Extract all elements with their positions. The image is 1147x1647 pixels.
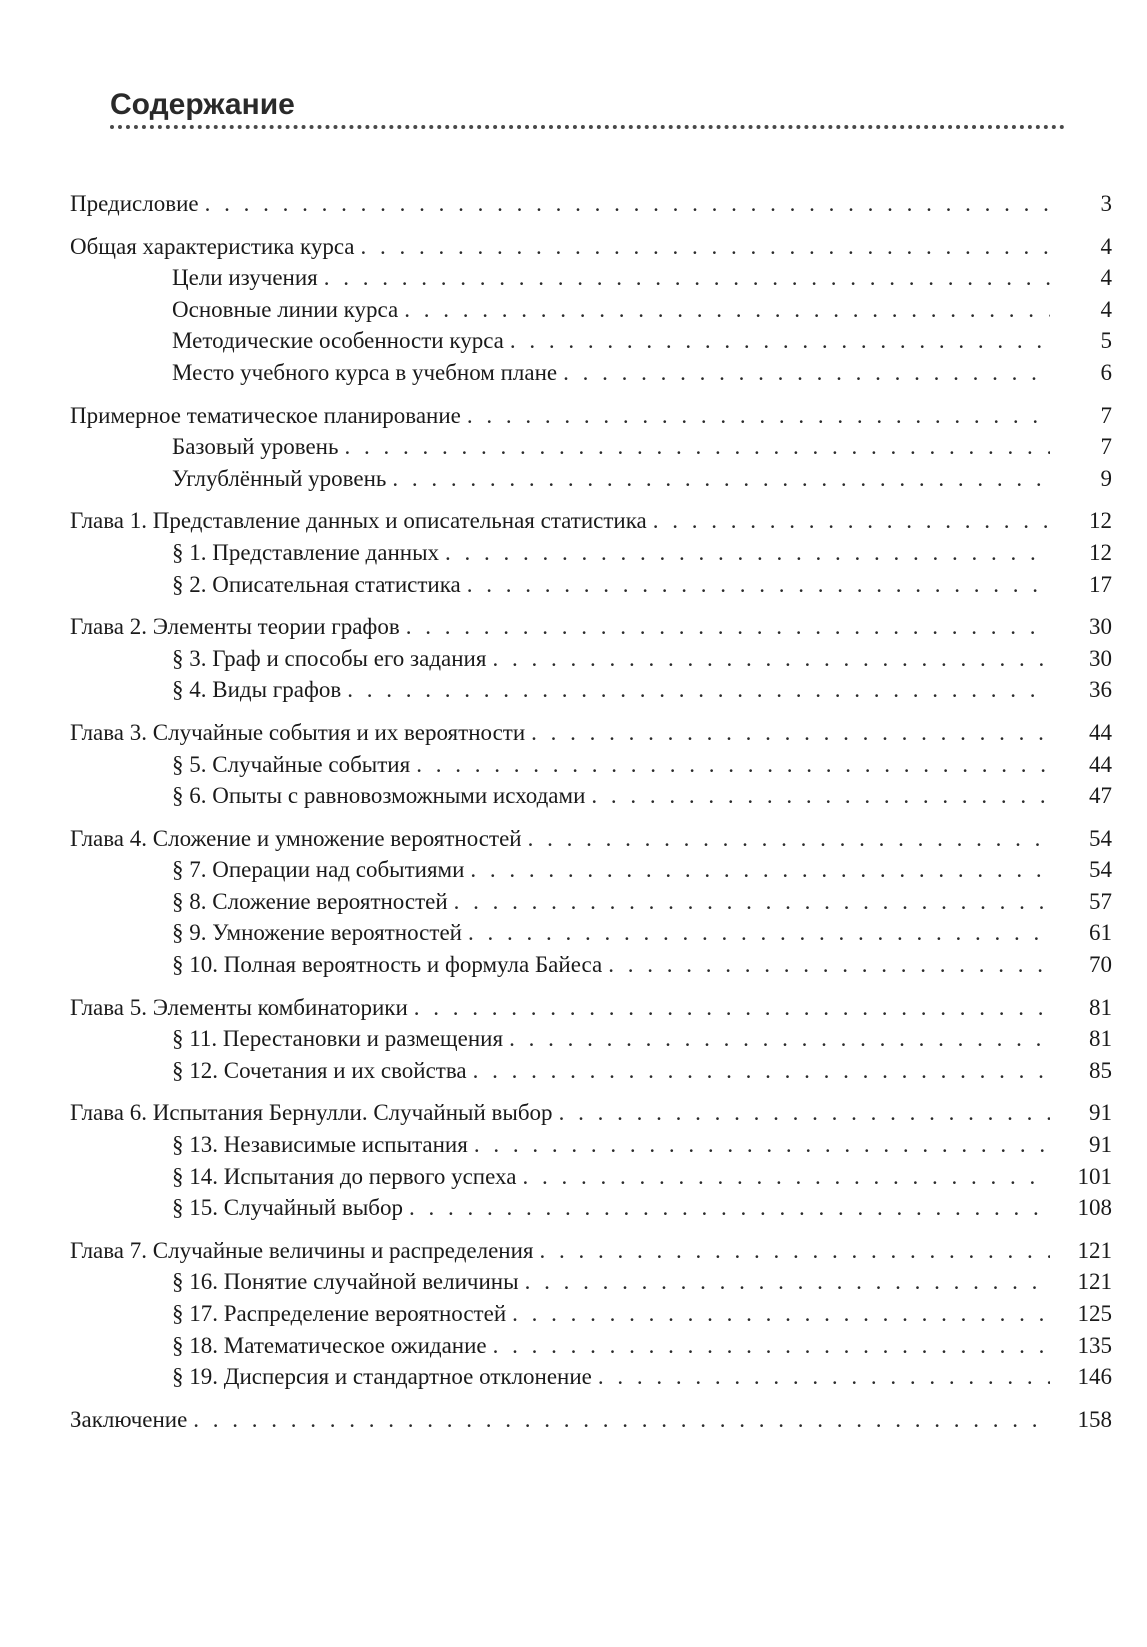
toc-page-number: 61 (1089, 920, 1112, 946)
toc-entry-label: § 11. Перестановки и размещения (172, 1026, 504, 1052)
toc-page-number: 17 (1089, 571, 1112, 597)
toc-subentry[interactable] (70, 749, 1112, 781)
dot-leader (414, 992, 1050, 1024)
dot-leader (522, 1161, 1050, 1193)
toc-entry[interactable] (70, 400, 1112, 432)
toc-page-number: 81 (1089, 1026, 1112, 1052)
dot-leader (509, 1023, 1050, 1055)
toc-subentry[interactable] (70, 431, 1112, 463)
toc-entry[interactable] (70, 505, 1112, 537)
toc-page-number: 57 (1089, 888, 1112, 914)
toc-entry-label: § 14. Испытания до первого успеха (172, 1163, 517, 1189)
toc-entry-label: Глава 2. Элементы теории графов (70, 614, 400, 640)
toc-entry[interactable] (70, 823, 1112, 855)
toc-entry[interactable] (70, 1404, 1112, 1436)
toc-entry-label: Цели изучения (172, 265, 318, 291)
dot-leader (409, 1192, 1050, 1224)
toc-page-number: 12 (1089, 539, 1112, 565)
toc-entry-label: § 12. Сочетания и их свойства (172, 1057, 467, 1083)
dot-leader (445, 537, 1050, 569)
dot-leader (205, 188, 1050, 220)
toc-entry-label: Глава 4. Сложение и умножение вероятностей (70, 825, 522, 851)
toc-subentry[interactable] (70, 463, 1112, 495)
toc-page-number: 5 (1100, 328, 1112, 354)
toc-entry-label: Общая характеристика курса (70, 233, 355, 259)
toc-subentry[interactable] (70, 1298, 1112, 1330)
toc-page-number: 81 (1089, 994, 1112, 1020)
toc-entry-label: Глава 5. Элементы комбинаторики (70, 994, 408, 1020)
toc-page-number: 4 (1100, 233, 1112, 259)
toc-subentry[interactable] (70, 949, 1112, 981)
toc-page-number: 135 (1077, 1332, 1112, 1358)
dot-leader (193, 1404, 1050, 1436)
toc-page-number: 85 (1089, 1057, 1112, 1083)
toc-group (70, 400, 1112, 495)
toc-entry-label: § 9. Умножение вероятностей (172, 920, 462, 946)
toc-page-number: 30 (1089, 645, 1112, 671)
toc-page-number: 36 (1089, 677, 1112, 703)
toc-entry-label: Глава 6. Испытания Бернулли. Случайный выбор (70, 1100, 553, 1126)
toc-subentry[interactable] (70, 780, 1112, 812)
toc-entry-label: § 13. Независимые испытания (172, 1132, 468, 1158)
toc-entry-label: § 10. Полная вероятность и формула Байеса (172, 952, 603, 978)
toc-page-number: 44 (1089, 751, 1112, 777)
toc-page-number: 12 (1089, 508, 1112, 534)
toc-entry-label: § 5. Случайные события (172, 751, 411, 777)
toc-subentry[interactable] (70, 886, 1112, 918)
toc-subentry[interactable] (70, 674, 1112, 706)
dot-leader (344, 431, 1050, 463)
dot-leader (416, 749, 1050, 781)
toc-group (70, 611, 1112, 706)
toc-page-number: 91 (1089, 1132, 1112, 1158)
dot-leader (525, 1266, 1050, 1298)
toc-subentry[interactable] (70, 1266, 1112, 1298)
toc-page-number: 4 (1100, 296, 1112, 322)
toc-page-number: 70 (1089, 952, 1112, 978)
toc-page-number: 3 (1100, 191, 1112, 216)
toc-entry[interactable] (70, 611, 1112, 643)
toc-page-number: 47 (1089, 783, 1112, 809)
toc-page-number: 158 (1077, 1406, 1112, 1432)
toc-subentry[interactable] (70, 1330, 1112, 1362)
toc-page-number: 121 (1077, 1237, 1112, 1263)
dot-leader (467, 569, 1050, 601)
toc-subentry[interactable] (70, 262, 1112, 294)
toc-entry[interactable] (70, 188, 1112, 220)
dot-leader (510, 325, 1050, 357)
toc-entry[interactable] (70, 1097, 1112, 1129)
toc-entry-label: § 3. Граф и способы его задания (172, 645, 487, 671)
toc-subentry[interactable] (70, 294, 1112, 326)
dot-leader (512, 1298, 1050, 1330)
toc-subentry[interactable] (70, 357, 1112, 389)
toc-entry-label: § 4. Виды графов (172, 677, 342, 703)
toc-entry[interactable] (70, 717, 1112, 749)
dot-leader (361, 231, 1050, 263)
toc-entry-label: § 1. Представление данных (172, 539, 440, 565)
toc-group (70, 1404, 1112, 1436)
dot-leader (531, 717, 1050, 749)
dot-leader (467, 400, 1050, 432)
dot-leader (563, 357, 1050, 389)
toc-entry-label: § 7. Операции над событиями (172, 857, 465, 883)
dot-leader (591, 780, 1050, 812)
toc-page-number: 101 (1077, 1163, 1112, 1189)
dot-leader (392, 463, 1050, 495)
toc-group (70, 717, 1112, 812)
toc-group (70, 505, 1112, 600)
toc-entry-label: Место учебного курса в учебном плане (172, 359, 558, 385)
toc-page-number: 9 (1100, 465, 1112, 491)
toc-entry[interactable] (70, 992, 1112, 1024)
dot-leader (492, 643, 1050, 675)
dot-leader (528, 823, 1050, 855)
toc-entry-label: § 16. Понятие случайной величины (172, 1269, 519, 1295)
dot-leader (653, 505, 1050, 537)
toc-page-number: 4 (1100, 265, 1112, 291)
dot-leader (404, 294, 1050, 326)
toc-subentry[interactable] (70, 643, 1112, 675)
toc-group (70, 992, 1112, 1087)
dot-leader (608, 949, 1050, 981)
toc-subentry[interactable] (70, 325, 1112, 357)
toc-page-number: 7 (1100, 434, 1112, 460)
toc-subentry[interactable] (70, 1161, 1112, 1193)
toc-subentry[interactable] (70, 854, 1112, 886)
toc-entry-label: Методические особенности курса (172, 328, 504, 354)
toc-page-number: 125 (1077, 1301, 1112, 1326)
dot-leader (493, 1330, 1050, 1362)
toc-page-number: 44 (1089, 719, 1112, 745)
toc-entry-label: Глава 7. Случайные величины и распределения (70, 1237, 534, 1263)
toc-entry-label: § 18. Математическое ожидание (172, 1332, 487, 1358)
title-divider (110, 125, 1065, 129)
toc-subentry[interactable] (70, 1192, 1112, 1224)
toc-entry-label: Примерное тематическое планирование (70, 402, 461, 428)
toc-group (70, 823, 1112, 981)
toc-entry-label: § 17. Распределение вероятностей (172, 1301, 507, 1326)
toc-page-number: 7 (1100, 402, 1112, 428)
toc-entry-label: § 2. Описательная статистика (172, 571, 461, 597)
toc-group (70, 1235, 1112, 1393)
toc-entry-label: § 6. Опыты с равновозможными исходами (172, 783, 586, 809)
dot-leader (324, 262, 1050, 294)
dot-leader (470, 854, 1050, 886)
toc-entry-label: § 19. Дисперсия и стандартное отклонение (172, 1364, 592, 1390)
toc-entry-label: Глава 3. Случайные события и их вероятности (70, 719, 526, 745)
toc-group (70, 1097, 1112, 1223)
dot-leader (468, 917, 1050, 949)
toc-entry-label: Углублённый уровень (172, 465, 387, 491)
toc-entry-label: Основные линии курса (172, 296, 399, 322)
toc-page-number: 91 (1089, 1100, 1112, 1126)
toc-entry-label: Предисловие (70, 191, 199, 216)
toc-subentry[interactable] (70, 1023, 1112, 1055)
toc-entry[interactable] (70, 231, 1112, 263)
toc-subentry[interactable] (70, 1129, 1112, 1161)
dot-leader (347, 674, 1050, 706)
toc-subentry[interactable] (70, 1361, 1112, 1393)
dot-leader (559, 1097, 1050, 1129)
toc-entry[interactable] (70, 1235, 1112, 1267)
toc-entry-label: Базовый уровень (172, 434, 339, 460)
dot-leader (473, 1055, 1050, 1087)
toc-page-number: 146 (1077, 1364, 1112, 1390)
toc-page-number: 54 (1089, 825, 1112, 851)
toc-page-number: 108 (1077, 1195, 1112, 1221)
toc-page-number: 121 (1077, 1269, 1112, 1295)
toc-page-number: 6 (1100, 359, 1112, 385)
toc-page-number: 54 (1089, 857, 1112, 883)
toc-entry-label: Заключение (70, 1406, 188, 1432)
toc-entry-label: § 15. Случайный выбор (172, 1195, 403, 1221)
toc-group (70, 231, 1112, 389)
page-title: Содержание (110, 88, 295, 121)
toc-entry-label: § 8. Сложение вероятностей (172, 888, 448, 914)
dot-leader (598, 1361, 1050, 1393)
dot-leader (406, 611, 1050, 643)
toc-group (70, 188, 1112, 220)
dot-leader (474, 1129, 1050, 1161)
toc-subentry[interactable] (70, 1055, 1112, 1087)
toc-entry-label: Глава 1. Представление данных и описательная статистика (70, 508, 647, 534)
toc-subentry[interactable] (70, 569, 1112, 601)
toc-subentry[interactable] (70, 917, 1112, 949)
dot-leader (454, 886, 1050, 918)
toc-subentry[interactable] (70, 537, 1112, 569)
dot-leader (539, 1235, 1050, 1267)
toc-page-number: 30 (1089, 614, 1112, 640)
table-of-contents (70, 188, 1112, 1446)
